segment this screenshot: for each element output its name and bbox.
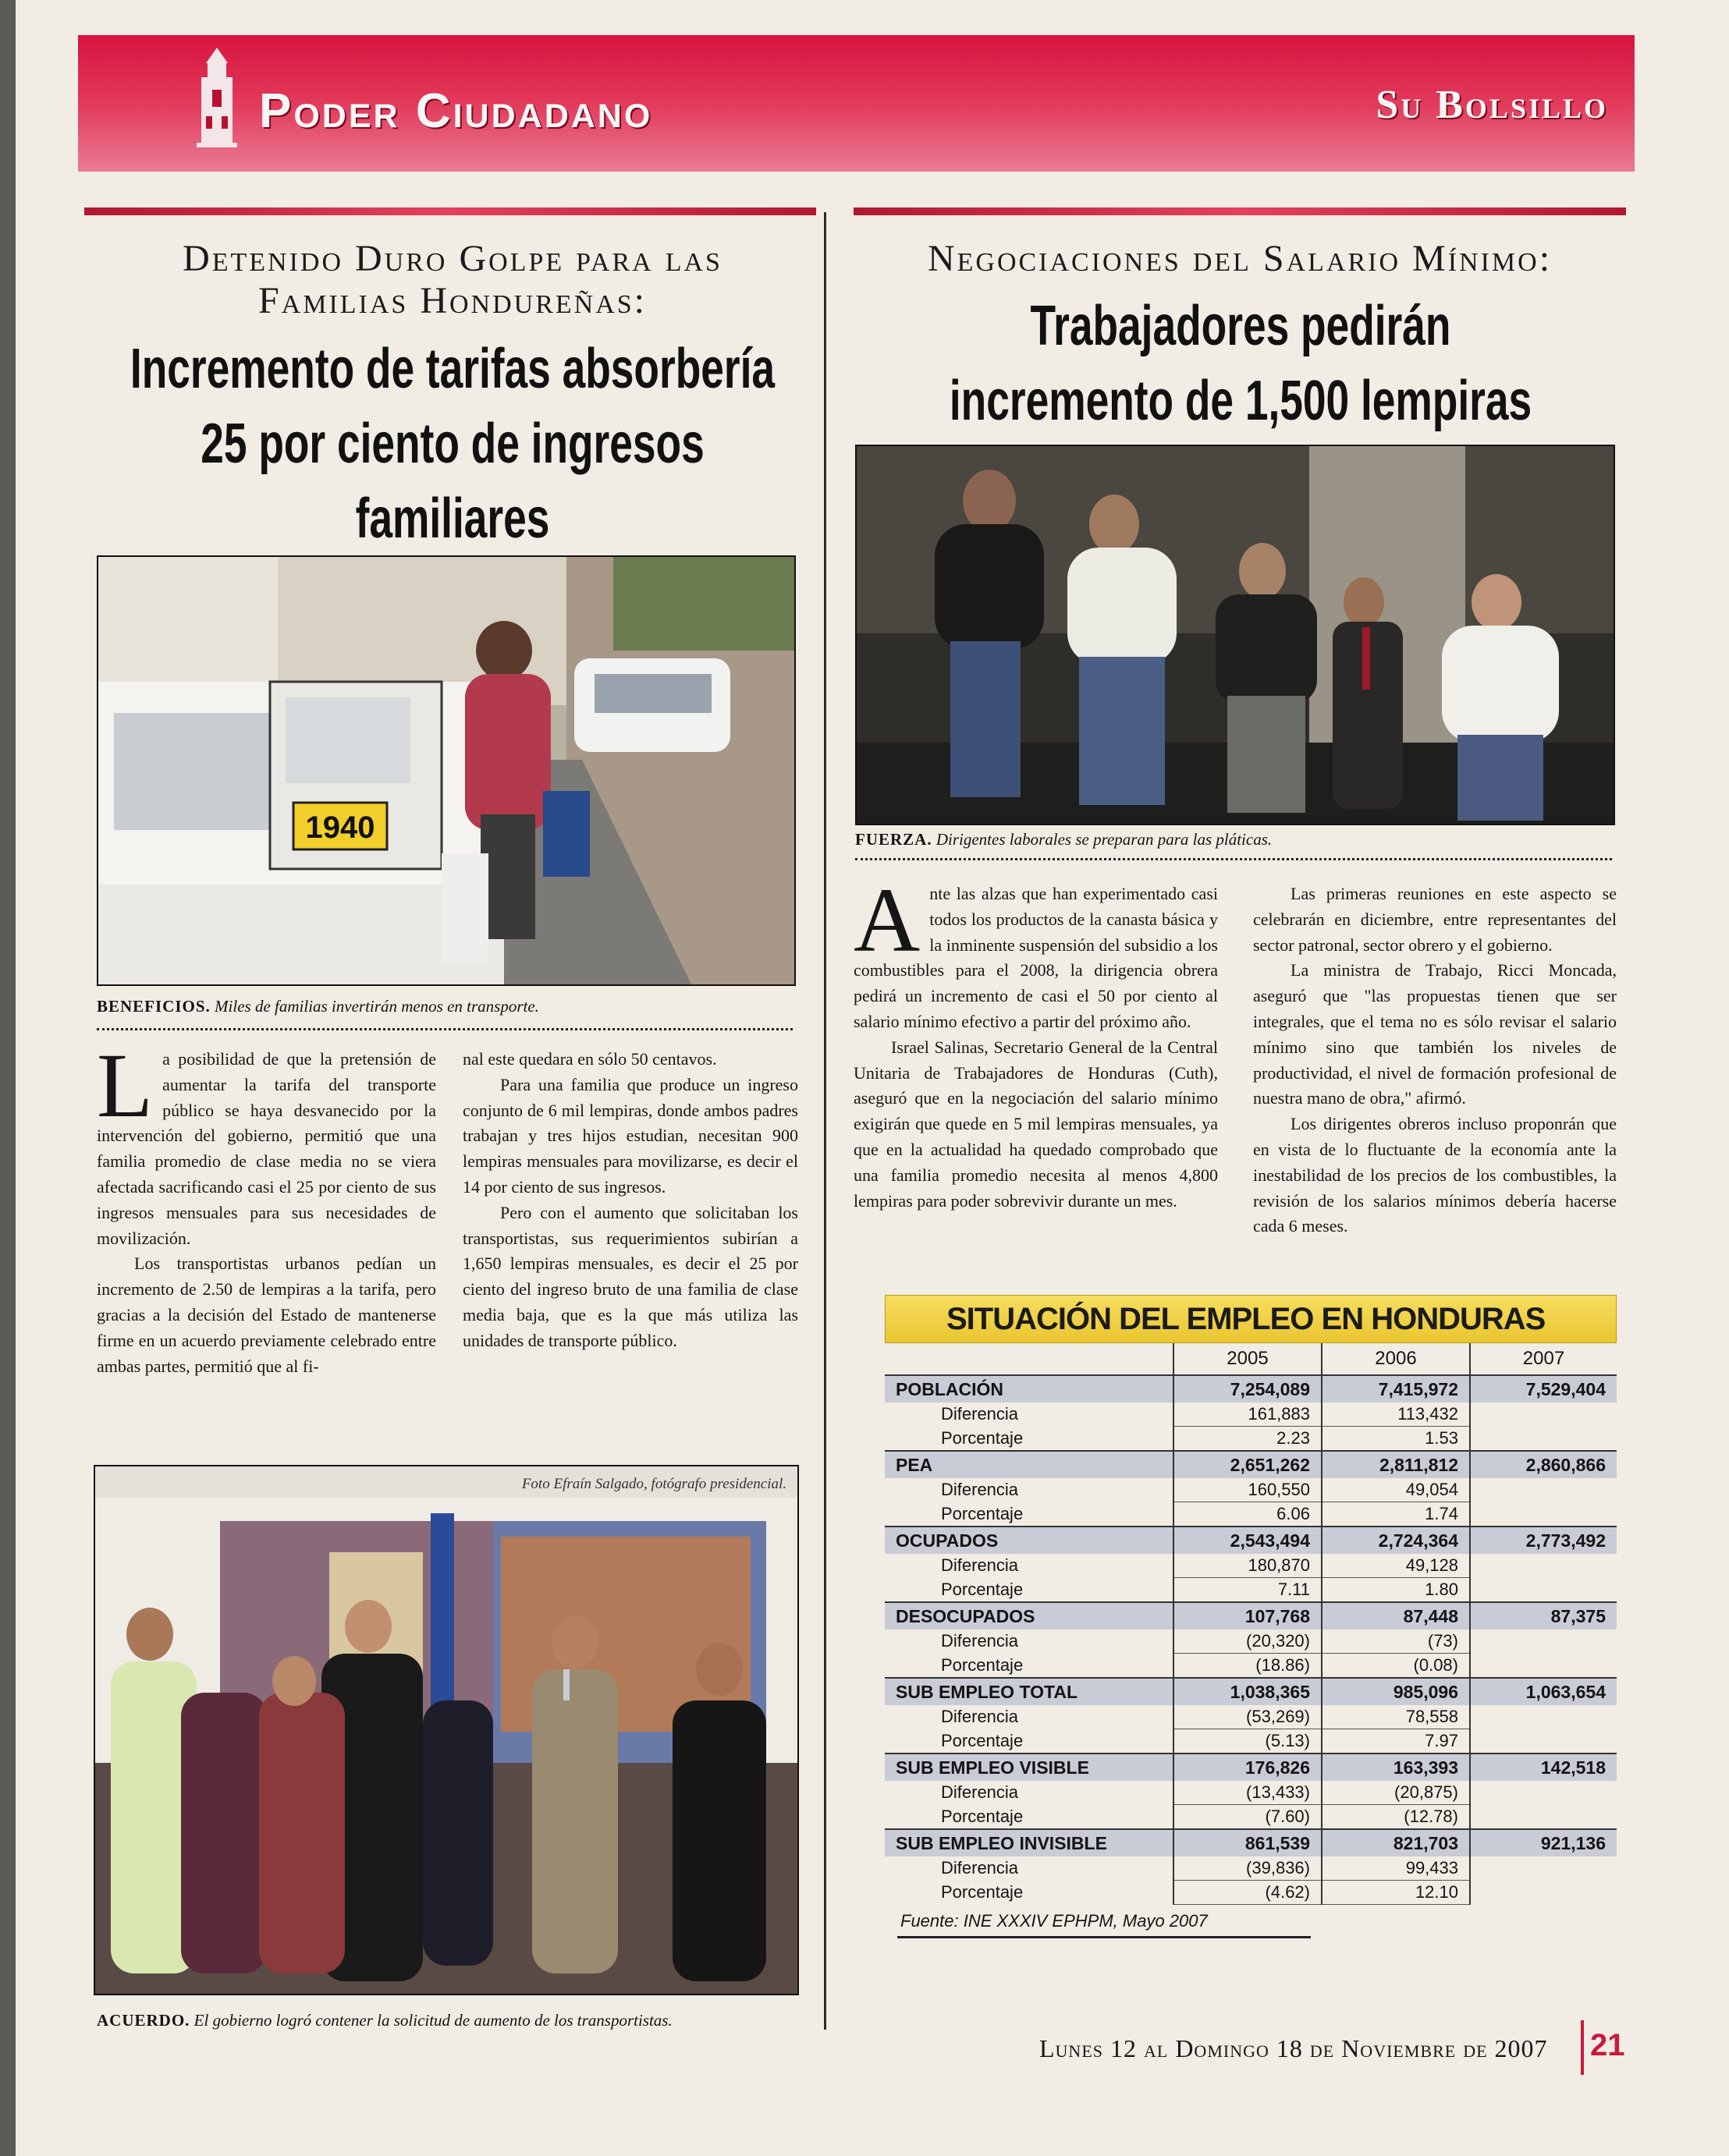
ceremony-photo-caption <box>97 2011 673 2030</box>
table-cell: 7,415,972 <box>1322 1375 1470 1402</box>
ceremony-photo <box>94 1465 799 1995</box>
table-cell: 107,768 <box>1173 1602 1322 1629</box>
table-cell: 861,539 <box>1173 1829 1322 1856</box>
page-number: 21 <box>1590 2028 1625 2062</box>
photo-credit: Foto Efraín Salgado, fotógrafo presidencial. <box>521 1476 786 1492</box>
column-header: 2007 <box>1470 1343 1617 1375</box>
table-row <box>885 1427 1617 1452</box>
paragraph: nal este quedara en sólo 50 centavos. <box>463 1049 717 1069</box>
building-logo-icon <box>197 46 237 147</box>
section-subtitle: Su Bolsillo <box>1376 83 1608 127</box>
caption-lead: FUERZA. <box>855 830 932 849</box>
table-cell: 163,393 <box>1322 1754 1470 1781</box>
table-cell: (39,836) <box>1173 1856 1322 1881</box>
group-label: POBLACIÓN <box>885 1375 1173 1402</box>
taxi-photo <box>97 555 796 986</box>
table-cell: 2,543,494 <box>1173 1527 1322 1554</box>
paragraph: Para una familia que produce un ingreso conjunto de 6 mil lempiras, donde ambos padres trabajan y tres hijos estudian, necesitan 900 lempiras mensuales para movilizarse, es decir el 14 por ciento de sus ingresos. <box>463 1074 798 1197</box>
table-cell <box>1470 1478 1617 1502</box>
table-cell: 2,724,364 <box>1322 1527 1470 1554</box>
table-cell: 821,703 <box>1322 1829 1470 1856</box>
left-article-col1 <box>97 1034 436 1379</box>
table-body <box>885 1375 1617 1905</box>
issue-date: Lunes 12 al Domingo 18 de Noviembre de 2007 <box>1039 2034 1548 2062</box>
dotted-rule <box>97 1028 793 1030</box>
table-cell: (53,269) <box>1173 1705 1322 1729</box>
table-source: Fuente: INE XXXIV EPHPM, Mayo 2007 <box>900 1911 1208 1931</box>
row-label: Porcentaje <box>941 1654 1024 1675</box>
table-row <box>885 1402 1617 1427</box>
ceremony-photo-image <box>95 1466 797 1994</box>
paragraph: Ante las alzas que han experimentado casi todos los productos de la canasta básica y la inminente suspensión del subsidio a los combustibles para el 2008, la dirigencia obrera pedirá un incremento de casi el 50 por ciento al salario mínimo efectivo a partir del próximo año. <box>854 869 1218 1031</box>
table-cell: 99,433 <box>1322 1856 1470 1881</box>
employment-table <box>885 1295 1617 1938</box>
table-cell: 2,811,812 <box>1322 1451 1470 1478</box>
table-row <box>885 1654 1617 1679</box>
table-cell: 7.11 <box>1173 1578 1322 1603</box>
workers-photo-image <box>857 446 1614 824</box>
column-header: 2006 <box>1322 1343 1470 1375</box>
caption-lead: BENEFICIOS. <box>97 997 211 1016</box>
table-group-row <box>885 1829 1617 1856</box>
caption-lead: ACUERDO. <box>97 2011 190 2030</box>
table-cell: 921,136 <box>1470 1829 1617 1856</box>
table-group-row <box>885 1754 1617 1781</box>
table-cell <box>1470 1427 1617 1452</box>
caption-text: Miles de familias invertirán menos en transporte. <box>215 997 539 1016</box>
table-cell: 2,860,866 <box>1470 1451 1617 1478</box>
table-cell: (20,875) <box>1322 1781 1470 1805</box>
column-divider <box>824 212 826 2030</box>
table-cell: 12.10 <box>1322 1881 1470 1905</box>
table-cell <box>1470 1705 1617 1729</box>
table-cell <box>1470 1554 1617 1578</box>
table-group-row <box>885 1527 1617 1554</box>
table-row <box>885 1629 1617 1654</box>
table-cell: 1.53 <box>1322 1427 1470 1452</box>
dotted-rule <box>855 858 1612 860</box>
table-cell <box>1470 1654 1617 1679</box>
caption-text: Dirigentes laborales se preparan para las pláticas. <box>936 830 1273 849</box>
table-row <box>885 1578 1617 1603</box>
table-cell: (5.13) <box>1173 1729 1322 1754</box>
row-label: Porcentaje <box>941 1730 1024 1750</box>
table-cell <box>1470 1781 1617 1805</box>
group-label: SUB EMPLEO TOTAL <box>885 1678 1173 1705</box>
table-cell <box>1470 1629 1617 1654</box>
right-kicker: Negociaciones del Salario Mínimo: <box>927 238 1553 279</box>
column-header: 2005 <box>1173 1343 1322 1375</box>
paragraph: Israel Salinas, Secretario General de la Central Unitaria de Trabajadores de Honduras (Cuth), aseguró que en la negociación del salario mínimo exigirán que quede en 5 mil lempiras mensuales, ya que en la actualidad ha quedado comprobado que una familia promedio necesita al menos 4,800 lempiras para poder sobrevivir durante un mes. <box>854 1037 1218 1211</box>
workers-photo-caption <box>855 830 1272 849</box>
left-kicker: Detenido Duro Golpe para las Familias Hondureñas: <box>183 238 722 321</box>
section-header-band <box>78 35 1635 172</box>
table-cell: 985,096 <box>1322 1678 1470 1705</box>
row-label: Porcentaje <box>941 1882 1024 1902</box>
row-label: Diferencia <box>941 1782 1019 1803</box>
table-cell: (4.62) <box>1173 1881 1322 1905</box>
row-label: Diferencia <box>941 1404 1019 1424</box>
table-cell: 7.97 <box>1322 1729 1470 1754</box>
table-cell: 1,038,365 <box>1173 1678 1322 1705</box>
table-cell: 1.74 <box>1322 1502 1470 1527</box>
table-cell: 160,550 <box>1173 1478 1322 1502</box>
table-row <box>885 1478 1617 1502</box>
table-cell: 1.80 <box>1322 1578 1470 1603</box>
group-label: DESOCUPADOS <box>885 1602 1173 1629</box>
table-row <box>885 1881 1617 1905</box>
table-row <box>885 1729 1617 1754</box>
right-article-col1 <box>854 869 1218 1214</box>
table-row <box>885 1705 1617 1729</box>
table-cell: (73) <box>1322 1629 1470 1654</box>
row-label: Diferencia <box>941 1707 1019 1727</box>
paragraph: La ministra de Trabajo, Ricci Moncada, aseguró que "las propuestas tienen que ser integrales, que el tema no es sólo revisar el salario mínimo sino que también los niveles de productividad, el nivel de formación profesional de nuestra mano de obra," afirmó. <box>1253 960 1617 1108</box>
table-cell: 7,254,089 <box>1173 1375 1322 1402</box>
row-label: Porcentaje <box>941 1427 1024 1448</box>
table-cell: (12.78) <box>1322 1805 1470 1830</box>
table-title: SITUACIÓN DEL EMPLEO EN HONDURAS <box>885 1295 1617 1343</box>
row-label: Diferencia <box>941 1480 1019 1500</box>
table-cell: 7,529,404 <box>1470 1375 1617 1402</box>
left-top-rule <box>84 207 816 215</box>
right-article-col2 <box>1253 881 1617 1239</box>
employment-data-table <box>885 1343 1617 1905</box>
table-cell <box>1470 1805 1617 1830</box>
table-cell: 176,826 <box>1173 1754 1322 1781</box>
newspaper-page <box>16 0 1729 2156</box>
left-headline: Incremento de tarifas absorbería 25 por ciento de ingresos familiares <box>130 338 776 550</box>
group-label: OCUPADOS <box>885 1527 1173 1554</box>
row-label: Porcentaje <box>941 1503 1024 1523</box>
table-cell <box>1470 1402 1617 1427</box>
table-group-row <box>885 1602 1617 1629</box>
table-cell <box>1470 1856 1617 1881</box>
table-cell <box>1470 1578 1617 1603</box>
right-headline: Trabajadores pedirán incremento de 1,500 lempiras <box>949 295 1532 432</box>
table-cell: 2.23 <box>1173 1427 1322 1452</box>
taxi-photo-caption <box>97 997 539 1016</box>
table-row <box>885 1781 1617 1805</box>
table-group-row <box>885 1375 1617 1402</box>
table-cell: (20,320) <box>1173 1629 1322 1654</box>
section-title: Poder Ciudadano <box>259 84 653 138</box>
drop-cap: L <box>97 1034 154 1137</box>
table-cell <box>1470 1881 1617 1905</box>
paragraph: Las primeras reuniones en este aspecto se celebrarán en diciembre, entre representantes del sector patronal, sector obrero y el gobierno. <box>1253 884 1617 955</box>
paragraph: La posibilidad de que la pretensión de aumentar la tarifa del transporte público se haya desvanecido por la intervención del gobierno, permitió que una familia promedio de clase media no se viera afectada sacrificando casi el 25 por ciento de sus ingresos mensuales para sus necesidades de movilización. <box>97 1034 436 1248</box>
table-cell <box>1470 1502 1617 1527</box>
table-cell: 113,432 <box>1322 1402 1470 1427</box>
table-cell: 180,870 <box>1173 1554 1322 1578</box>
paragraph: Los dirigentes obreros incluso proponrán que en vista de lo fluctuante de la economía ante la inestabilidad de los precios de los combustibles, la revisión de los salarios mínimos debería hacerse cada 6 meses. <box>1253 1114 1617 1236</box>
taxi-photo-image <box>98 557 794 984</box>
table-cell: 1,063,654 <box>1470 1678 1617 1705</box>
table-row <box>885 1805 1617 1830</box>
table-cell: 6.06 <box>1173 1502 1322 1527</box>
paragraph: Pero con el aumento que solicitaban los transportistas, sus requerimientos subirían a 1,650 lempiras mensuales, es decir el 25 por ciento del ingreso bruto de una familia de clase media baja, que es la que más utiliza las unidades de transporte público. <box>463 1202 798 1350</box>
taxi-number: 1940 <box>305 810 375 845</box>
source-underline <box>897 1936 1311 1938</box>
table-cell: (13,433) <box>1173 1781 1322 1805</box>
table-header-row <box>885 1343 1617 1375</box>
table-row <box>885 1502 1617 1527</box>
group-label: PEA <box>885 1451 1173 1478</box>
table-cell: 161,883 <box>1173 1402 1322 1427</box>
table-cell: 87,448 <box>1322 1602 1470 1629</box>
row-label: Diferencia <box>941 1555 1019 1576</box>
table-cell: 49,128 <box>1322 1554 1470 1578</box>
row-label: Diferencia <box>941 1858 1019 1878</box>
paragraph: Los transportistas urbanos pedían un incremento de 2.50 de lempiras a la tarifa, pero gracias a la decisión del Estado de mantenerse firme en un acuerdo previamente celebrado entre ambas partes, permitió que al fi- <box>97 1254 436 1376</box>
page-number-bar <box>1581 2020 1584 2075</box>
workers-photo <box>855 445 1615 825</box>
group-label: SUB EMPLEO INVISIBLE <box>885 1829 1173 1856</box>
table-cell: (7.60) <box>1173 1805 1322 1830</box>
table-cell: (0.08) <box>1322 1654 1470 1679</box>
table-group-row <box>885 1678 1617 1705</box>
right-top-rule <box>854 207 1626 215</box>
drop-cap: A <box>854 869 921 971</box>
row-label: Porcentaje <box>941 1806 1024 1826</box>
table-row <box>885 1856 1617 1881</box>
group-label: SUB EMPLEO VISIBLE <box>885 1754 1173 1781</box>
table-cell: 49,054 <box>1322 1478 1470 1502</box>
row-label: Diferencia <box>941 1631 1019 1651</box>
table-cell <box>1470 1729 1617 1754</box>
table-cell: 2,651,262 <box>1173 1451 1322 1478</box>
left-article-col2 <box>463 1047 798 1354</box>
table-row <box>885 1554 1617 1578</box>
table-cell: 87,375 <box>1470 1602 1617 1629</box>
caption-text: El gobierno logró contener la solicitud de aumento de los transportistas. <box>193 2011 673 2030</box>
table-cell: (18.86) <box>1173 1654 1322 1679</box>
row-label: Porcentaje <box>941 1579 1024 1599</box>
table-cell: 78,558 <box>1322 1705 1470 1729</box>
table-group-row <box>885 1451 1617 1478</box>
table-cell: 142,518 <box>1470 1754 1617 1781</box>
table-cell: 2,773,492 <box>1470 1527 1617 1554</box>
